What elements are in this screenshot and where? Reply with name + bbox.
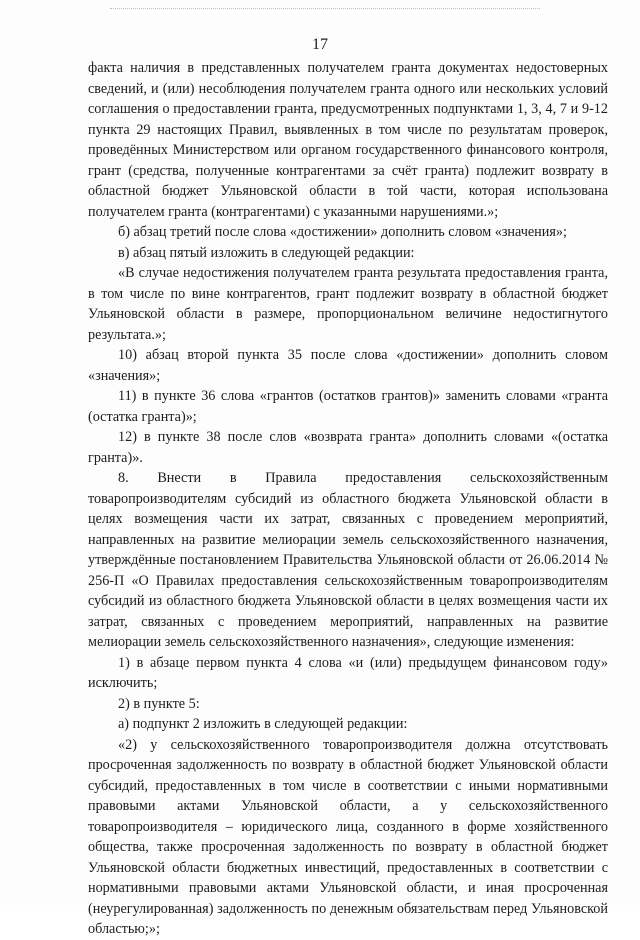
paragraph-section-8: 8. Внести в Правила предоставления сельскохозяйственным товаропроизводителям субсидий из областного бюджета Ульяновской области в целях возмещения части их затрат, связанных с проведением мероприятий, направленных на развитие мелиорации земель сельскохозяйственного назначения, утверждённые постановлением Правительства Ульяновской области от 26.06.2014 № 256-П «О Правилах предоставления сельскохозяйственным товаропроизводителям субсидий из областного бюджета Ульяновской области в целях возмещения части их затрат, связанных с проведением мероприятий, направленных на развитие мелиорации земель сельскохозяйственного назначения», следующие изменения: [88, 470, 608, 650]
paragraph-subitem-1: 1) в абзаце первом пункта 4 слова «и (или) предыдущем финансовом году» исключить; [88, 654, 608, 691]
page-number: 17 [312, 36, 328, 53]
paragraph-subitem-2: 2) в пункте 5: [118, 695, 200, 712]
document-body [88, 58, 608, 940]
paragraph-item-11: 11) в пункте 36 слова «грантов (остатков грантов)» заменить словами «гранта (остатка гранта)»; [88, 388, 608, 425]
paragraph-item-b: б) абзац третий после слова «достижении» дополнить словом «значения»; [118, 224, 567, 240]
paragraph-quote-requirement: «2) у сельскохозяйственного товаропроизводителя должна отсутствовать просроченная задолженность по возврату в областной бюджет Ульяновской области субсидий, предоставленных в том числе в соответствии с иными нормативными правовыми актами Ульяновской области, а у сельскохозяйственного товаропроизводителя – юридического лица, созданного в форме хозяйственного общества, также просроченная задолженность по возврату в областной бюджет Ульяновской области бюджетных инвестиций, предоставленных в соответствии с нормативными правовыми актами Ульяновской области, и иная просроченная (неурегулированная) задолженность по денежным обязательствам перед Ульяновской областью;»; [88, 736, 608, 937]
paragraph-subitem-a: а) подпункт 2 изложить в следующей редакции: [118, 716, 408, 732]
paragraph-item-12: 12) в пункте 38 после слов «возврата гранта» дополнить словами «(остатка гранта)». [88, 429, 608, 466]
paragraph-item-10: 10) абзац второй пункта 35 после слова «достижении» дополнить словом «значения»; [88, 347, 608, 384]
scan-artifact-line [110, 8, 540, 11]
paragraph-continuation: факта наличия в представленных получателем гранта документах недостоверных сведений, и (или) несоблюдения получателем гранта одного или нескольких условий соглашения о предоставлении гранта, предусмотренных подпунктами 1, 3, 4, 7 и 9-12 пункта 29 настоящих Правил, выявленных в том числе по результатам проверок, проведённых Министерством или органом государственного финансового контроля, грант (средства, полученные контрагентами за счёт гранта) подлежит возврату в областной бюджет Ульяновской области в той части, которая использована получателем гранта (контрагентами) с указанными нарушениями.»; [88, 60, 608, 220]
paragraph-quote-grant: «В случае недостижения получателем гранта результата предоставления гранта, в том числе по вине контрагентов, грант подлежит возврату в областной бюджет Ульяновской области в размере, пропорциональном величине недостигнутого результата.»; [88, 265, 608, 343]
paragraph-item-v: в) абзац пятый изложить в следующей редакции: [118, 244, 415, 261]
